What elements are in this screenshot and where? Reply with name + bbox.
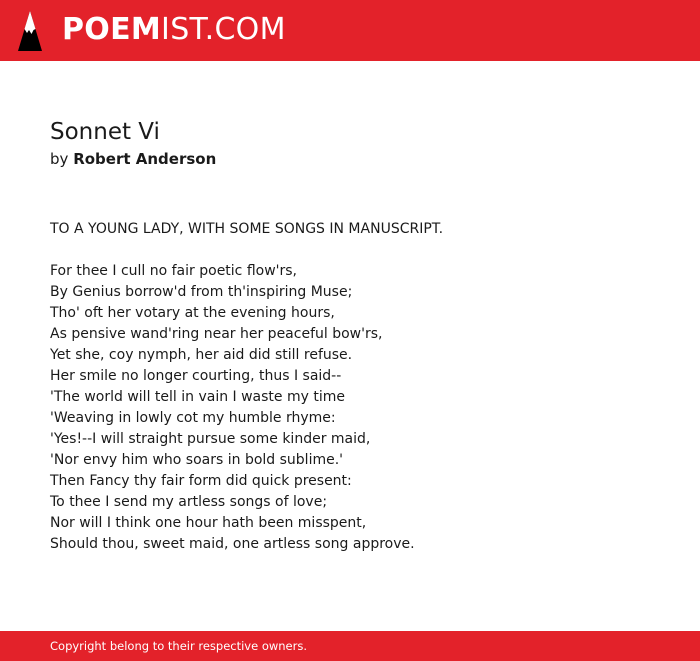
poem-line: 'Nor envy him who soars in bold sublime.': [50, 452, 344, 468]
site-header: [0, 0, 700, 61]
poem-line: Nor will I think one hour hath been misspent,: [50, 515, 367, 531]
site-footer: [0, 631, 700, 661]
poem-line: For thee I cull no fair poetic flow'rs,: [50, 263, 298, 279]
poem-line: Then Fancy thy fair form did quick present:: [50, 473, 352, 489]
poem-subtitle: TO A YOUNG LADY, WITH SOME SONGS IN MANUSCRIPT.: [50, 221, 444, 237]
poem-body: [50, 261, 415, 555]
poem-line: 'The world will tell in vain I waste my time: [50, 389, 345, 405]
poem-line: To thee I send my artless songs of love;: [50, 494, 328, 510]
by-label: by: [50, 150, 69, 168]
author-name: Robert Anderson: [73, 150, 217, 168]
poem-line: By Genius borrow'd from th'inspiring Muse;: [50, 284, 353, 300]
logo-text-bold: POEM: [62, 12, 162, 47]
site-logo-link[interactable]: [62, 12, 286, 48]
poem-line: Tho' oft her votary at the evening hours,: [50, 305, 335, 321]
poem-line: Her smile no longer courting, thus I said--: [50, 368, 342, 384]
poem-title: Sonnet Vi: [50, 119, 160, 145]
poem-line: 'Yes!--I will straight pursue some kinder maid,: [50, 431, 371, 447]
copyright-notice: Copyright belong to their respective owners.: [50, 639, 308, 653]
poem-line: 'Weaving in lowly cot my humble rhyme:: [50, 410, 336, 426]
poem-line: Yet she, coy nymph, her aid did still refuse.: [50, 347, 353, 363]
logo-text-light: IST.COM: [161, 12, 286, 47]
pencil-mountain-icon[interactable]: [18, 10, 42, 52]
poem-line: As pensive wand'ring near her peaceful bow'rs,: [50, 326, 383, 342]
byline: [50, 149, 216, 169]
poem-line: Should thou, sweet maid, one artless song approve.: [50, 536, 415, 552]
